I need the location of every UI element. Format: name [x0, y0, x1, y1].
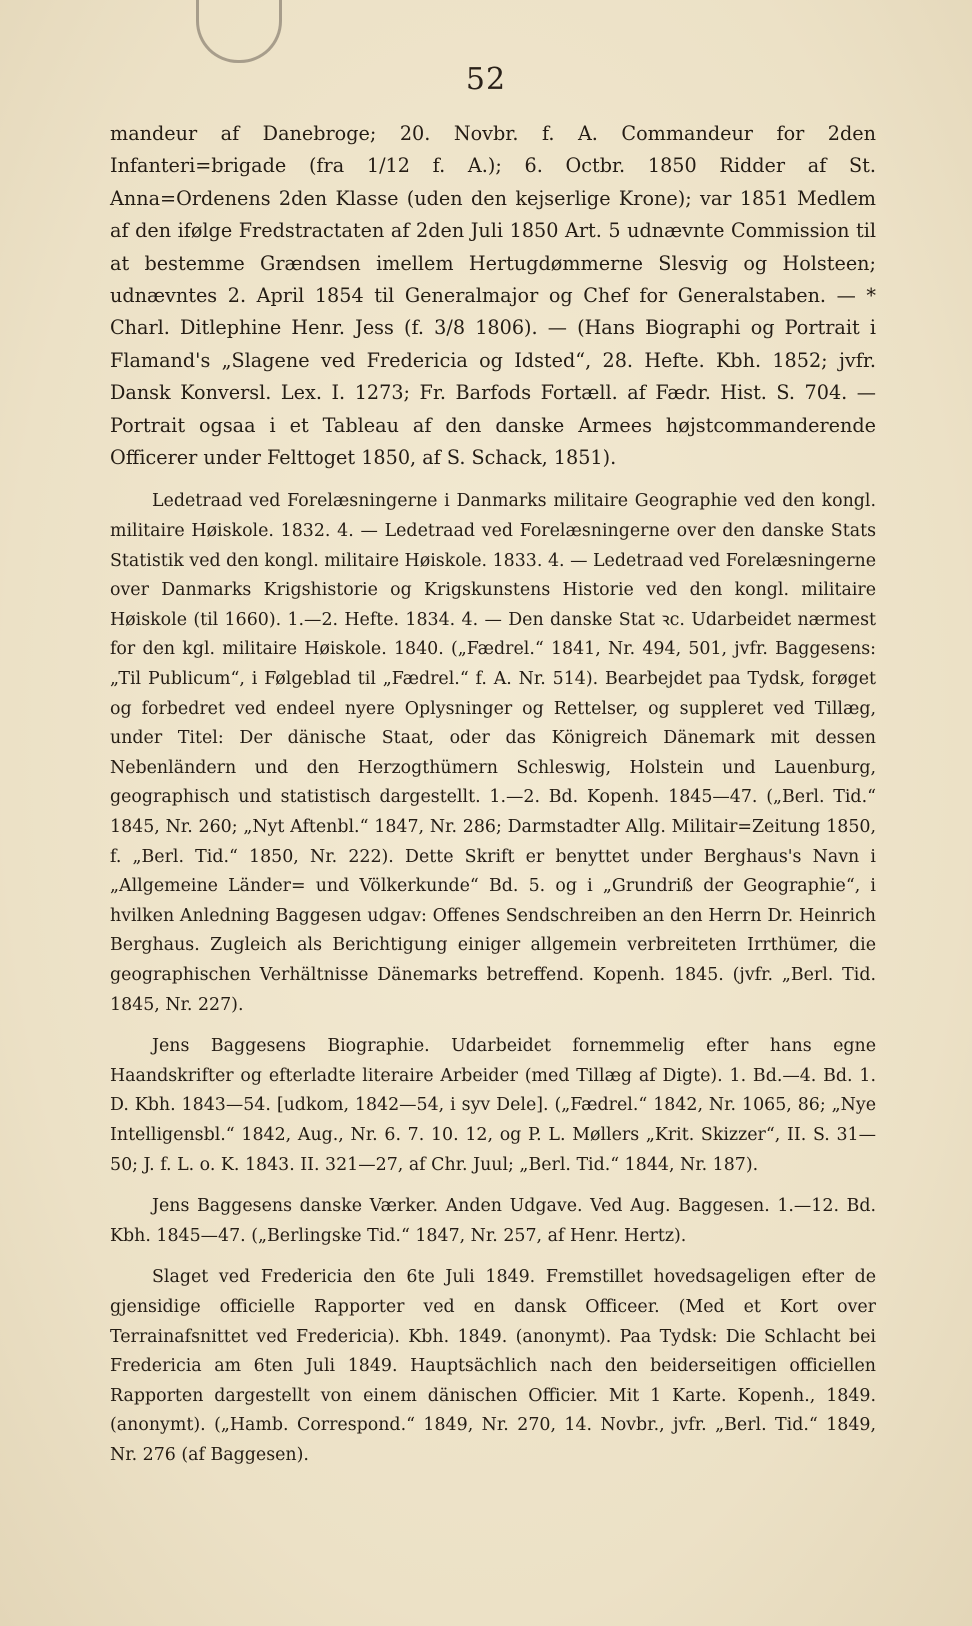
- page-number: 52: [465, 62, 507, 97]
- vaerker-paragraph: Jens Baggesens danske Værker. Anden Udgave. Ved Aug. Baggesen. 1.—12. Bd. Kbh. 1845—47. („Berlingske Tid.“ 1847, Nr. 257, af Henr. Hertz).: [110, 1196, 876, 1246]
- biographie-paragraph: Jens Baggesens Biographie. Udarbeidet fornemmelig efter hans egne Haandskrifter og efterladte literaire Arbeider (med Tillæg af Digte). 1. Bd.—4. Bd. 1. D. Kbh. 1843—54. [udkom, 1842—54, i syv Dele]. („Fædrel.“ 1842, Nr. 1065, 86; „Nye Intelligensbl.“ 1842, Aug., Nr. 6. 7. 10. 12, og P. L. Møllers „Krit. Skizzer“, II. S. 31—50; J. f. L. o. K. 1843. II. 321—27, af Chr. Juul; „Berl. Tid.“ 1844, Nr. 187).: [110, 1036, 876, 1175]
- entry-continuation-paragraph: mandeur af Danebroge; 20. Novbr. f. A. Commandeur for 2den Infanteri=brigade (fra 1/12 f. A.); 6. Octbr. 1850 Ridder af St. Anna=Ordenens 2den Klasse (uden den kejserlige Krone); var 1851 Medlem af den ifølge Fredstractaten af 2den Juli 1850 Art. 5 udnævnte Commission til at bestemme Grændsen imellem Hertugdømmerne Slesvig og Holsteen; udnævntes 2. April 1854 til Generalmajor og Chef for Generalstaben. — * Charl. Ditlephine Henr. Jess (f. 3/8 1806). — (Hans Biographi og Portrait i Flamand's „Slagene ved Fredericia og Idsted“, 28. Hefte. Kbh. 1852; jvfr. Dansk Konversl. Lex. I. 1273; Fr. Barfods Fortæll. af Fædr. Hist. S. 704. — Portrait ogsaa i et Tableau af den danske Armees højstcommanderende Officerer under Felttoget 1850, af S. Schack, 1851).: [110, 122, 876, 470]
- page-body: [110, 118, 876, 1470]
- binding-mark: [196, 0, 282, 63]
- slaget-paragraph: Slaget ved Fredericia den 6te Juli 1849. Fremstillet hovedsageligen efter de gjensidige officielle Rapporter ved en dansk Officeer. (Med et Kort over Terrainafsnittet ved Fredericia). Kbh. 1849. (anonymt). Paa Tydsk: Die Schlacht bei Fredericia am 6ten Juli 1849. Hauptsächlich nach den beiderseitigen officiellen Rapporten dargestellt von einem dänischen Officier. Mit 1 Karte. Kopenh., 1849. (anonymt). („Hamb. Correspond.“ 1849, Nr. 270, 14. Novbr., jvfr. „Berl. Tid.“ 1849, Nr. 276 (af Baggesen).: [110, 1267, 876, 1465]
- ledetraad-paragraph: Ledetraad ved Forelæsningerne i Danmarks militaire Geographie ved den kongl. militaire Høiskole. 1832. 4. — Ledetraad ved Forelæsningerne over den danske Stats Statistik ved den kongl. militaire Høiskole. 1833. 4. — Ledetraad ved Forelæsningerne over Danmarks Krigshistorie og Krigskunstens Historie ved den kongl. militaire Høiskole (til 1660). 1.—2. Hefte. 1834. 4. — Den danske Stat ꝛc. Udarbeidet nærmest for den kgl. militaire Høiskole. 1840. („Fædrel.“ 1841, Nr. 494, 501, jvfr. Baggesens: „Til Publicum“, i Følgeblad til „Fædrel.“ f. A. Nr. 514). Bearbejdet paa Tydsk, forøget og forbedret ved endeel nyere Oplysninger og Rettelser, og suppleret ved Tillæg, under Titel: Der dänische Staat, oder das Königreich Dänemark mit dessen Nebenländern und den Herzogthümern Schleswig, Holstein und Lauenburg, geographisch und statistisch dargestellt. 1.—2. Bd. Kopenh. 1845—47. („Berl. Tid.“ 1845, Nr. 260; „Nyt Aftenbl.“ 1847, Nr. 286; Darmstadter Allg. Militair=Zeitung 1850, f. „Berl. Tid.“ 1850, Nr. 222). Dette Skrift er benyttet under Berghaus's Navn i „Allgemeine Länder= und Völkerkunde“ Bd. 5. og i „Grundriß der Geographie“, i hvilken Anledning Baggesen udgav: Offenes Sendschreiben an den Herrn Dr. Heinrich Berghaus. Zugleich als Berichtigung einiger allgemein verbreiteten Irrthümer, die geographischen Verhältnisse Dänemarks betreffend. Kopenh. 1845. (jvfr. „Berl. Tid. 1845, Nr. 227).: [110, 491, 876, 1015]
